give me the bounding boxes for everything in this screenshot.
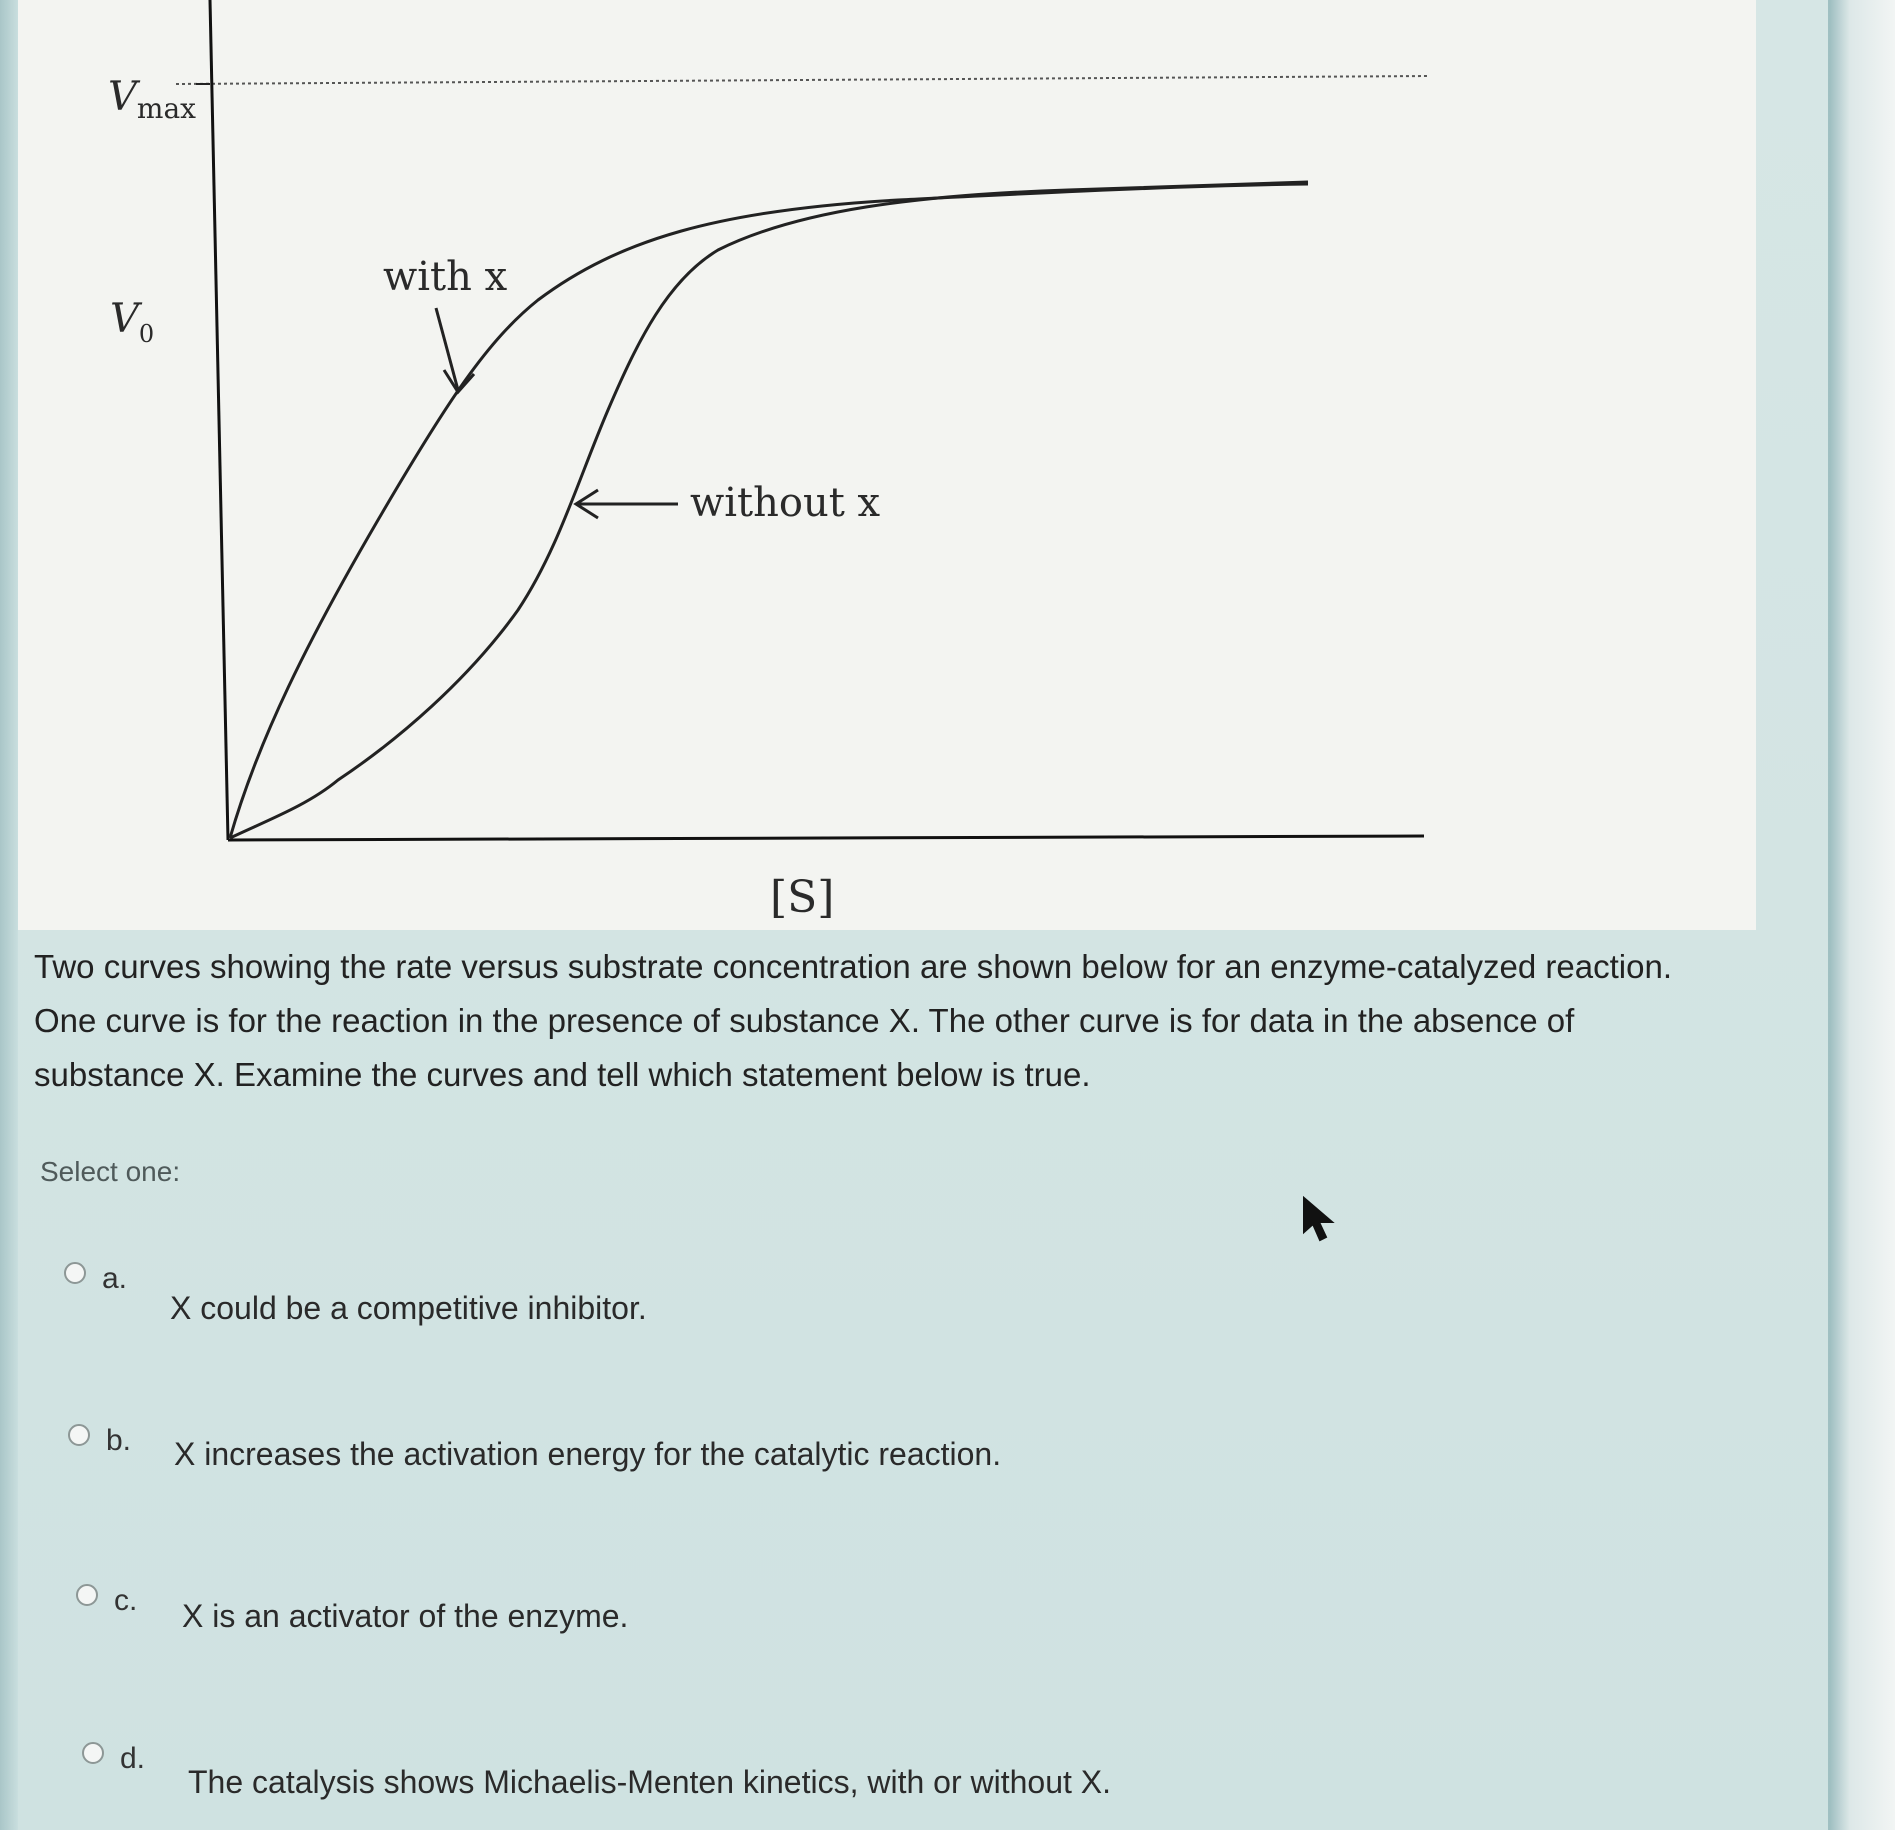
question-text: Two curves showing the rate versus substrate concentration are shown below for an enzyme-catalyzed reaction. One curve is for the reaction in the presence of substance X. The other curve is for data in the absence of substance X. Examine the curves and tell which statement below is true. [34,948,1672,1093]
option-b[interactable] [68,1424,1001,1473]
option-text[interactable]: The catalysis shows Michaelis-Menten kinetics, with or without X. [188,1764,1112,1800]
radio-unselected-icon[interactable] [76,1584,98,1606]
radio-unselected-icon[interactable] [64,1262,86,1284]
radio-unselected-icon[interactable] [68,1424,90,1446]
radio-unselected-icon[interactable] [82,1742,104,1764]
v0-label: $V_0$ [110,296,155,348]
figure-box [18,0,1756,930]
option-letter: d. [120,1742,146,1775]
x-axis [228,836,1424,840]
option-c[interactable] [76,1584,628,1635]
without-x-arrow [576,490,678,518]
mouse-pointer-icon [1302,1196,1338,1246]
without-x-label: without x [690,480,881,526]
enzyme-kinetics-chart [18,0,1756,930]
option-text[interactable]: X increases the activation energy for the catalytic reaction. [174,1436,1002,1472]
select-one-label: Select one: [40,1156,181,1187]
option-d[interactable] [82,1742,1111,1801]
with-x-label: with x [383,254,508,300]
vmax-label: $V_{max}$ [108,74,196,125]
x-axis-label: [S] [770,872,835,923]
option-letter: c. [114,1584,138,1617]
with-x-arrow [436,308,474,392]
option-text[interactable]: X could be a competitive inhibitor. [170,1290,647,1326]
option-letter: b. [106,1424,132,1457]
option-letter: a. [102,1262,128,1295]
vmax-dotted-line [176,76,1428,84]
option-a[interactable] [64,1262,647,1327]
option-text[interactable]: X is an activator of the enzyme. [182,1598,629,1634]
y-axis [210,0,228,840]
